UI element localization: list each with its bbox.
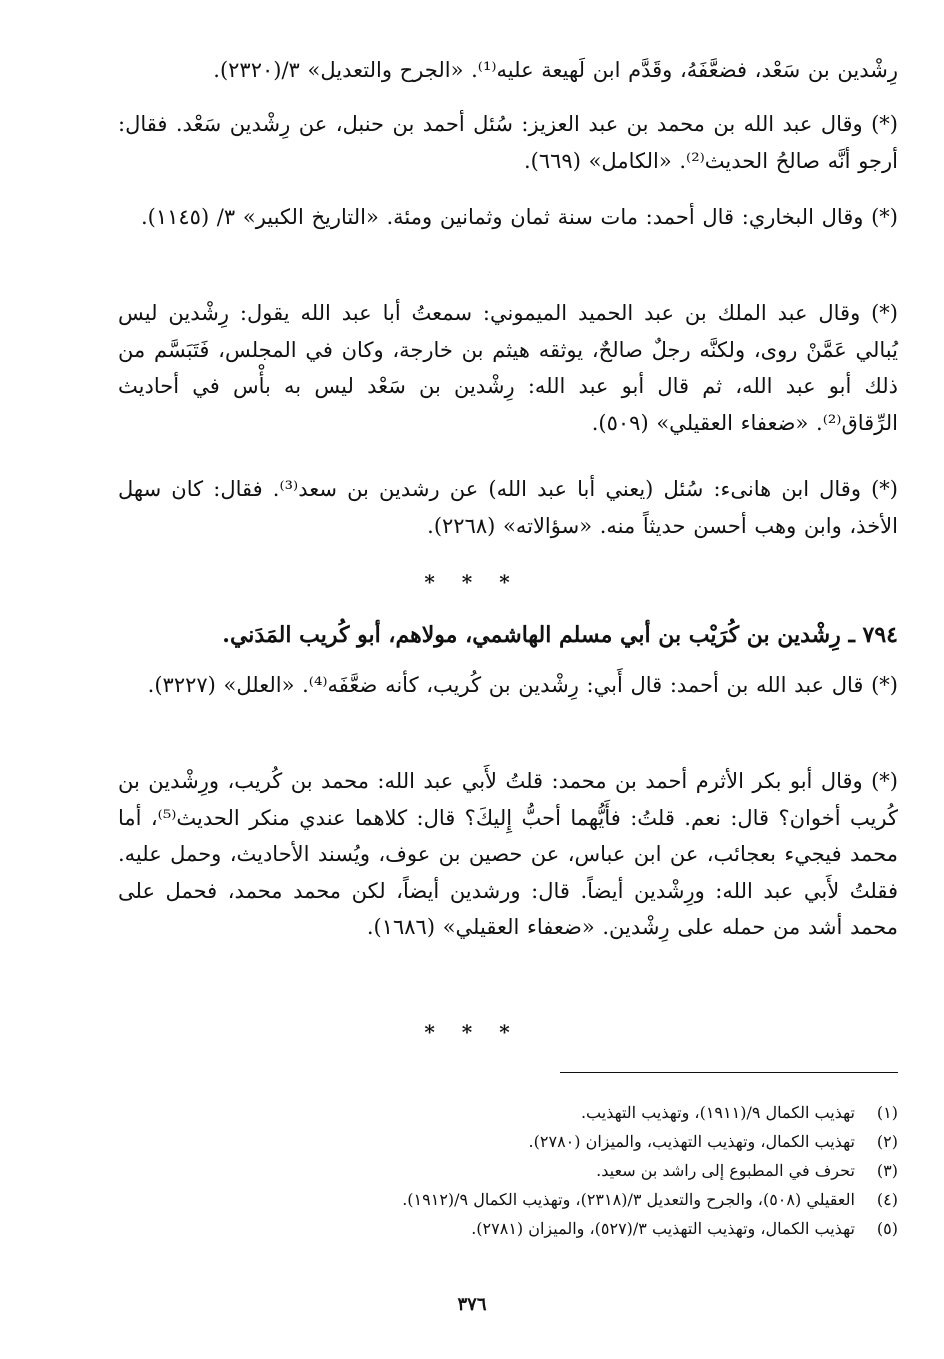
footnote-divider — [560, 1072, 898, 1073]
paragraph: (*) وقال عبد الله بن محمد بن عبد العزيز: سُئل أحمد بن حنبل، عن رِشْدين سَعْد. فقال: أرجو أنَّه صالحُ الحديث⁽²⁾. «الكامل» (٦٦٩). — [118, 112, 898, 173]
paragraph: (*) وقال ابن هانىء: سُئل (يعني أبا عبد الله) عن رشدين بن سعد⁽³⁾. فقال: كان سهل الأخذ، وابن وهب أحسن حديثاً منه. «سؤالاته» (٢٢٦٨). — [118, 477, 898, 538]
paragraph-3 — [118, 199, 898, 236]
page-number: ٣٧٦ — [457, 1294, 487, 1315]
section-separator: * * * — [424, 570, 520, 594]
section-separator-2: * * * — [424, 1020, 520, 1044]
footnote-4 — [118, 1185, 898, 1214]
entry-paragraph-2 — [118, 763, 898, 946]
footnote-5 — [118, 1214, 898, 1243]
paragraph: (*) قال عبد الله بن أحمد: قال أَبي: رِشْدين بن كُريب، كأنه ضعَّفَه⁽⁴⁾. «العلل» (٣٢٢٧). — [147, 673, 898, 697]
footnotes — [118, 1098, 898, 1243]
paragraph-2 — [118, 106, 898, 179]
paragraph: (*) وقال أبو بكر الأثرم أحمد بن محمد: قلتُ لأَبي عبد الله: محمد بن كُريب، ورِشْدين بن كُريب أخوان؟ قال: نعم. قلتُ: فأَيُّهما أحبُّ إِليكَ؟ قال: كلاهما عندي منكر الحديث⁽⁵⁾، أما محمد فيجيء بعجائب، عن ابن عباس، عن حصين بن عوف، ويُسند الأحاديث، وحمل عليه. فقلتُ لأَبي عبد الله: ورِشْدين أيضاً. قال: ورشدين أيضاً، لكن محمد محمد، فحمل على محمد أشد من حمله على رِشْدين. «ضعفاء العقيلي» (١٦٨٦). — [118, 769, 899, 939]
footnote-text: تهذيب الكمال، وتهذيب التهذيب، والميزان (٢٧٨٠). — [528, 1132, 855, 1151]
entry-paragraph-1 — [118, 667, 898, 704]
footnote-number: (١) — [876, 1103, 898, 1122]
paragraph: رِشْدين بن سَعْد، فضعَّفَهُ، وقَدَّم ابن لَهيعة عليه⁽¹⁾. «الجرح والتعديل» ٣/(٢٣٢٠). — [213, 58, 898, 82]
footnote-number: (٢) — [876, 1132, 898, 1151]
paragraph-4 — [118, 295, 898, 441]
footnote-number: (٥) — [876, 1219, 898, 1238]
entry-heading: ٧٩٤ ـ رِشْدين بن كُرَيْب بن أبي مسلم الهاشمي، مولاهم، أبو كُريب المَدَني. — [222, 622, 898, 648]
footnote-text: العقيلي (٥٠٨)، والجرح والتعديل ٣/(٢٣١٨)، وتهذيب الكمال ٩/(١٩١٢). — [402, 1190, 855, 1209]
paragraph: (*) وقال عبد الملك بن عبد الحميد الميموني: سمعتُ أبا عبد الله يقول: رِشْدين ليس يُبالي عَمَّنْ روى، ولكنَّه رجلٌ صالحٌ، يوثقه هيثم بن خارجة، وكان في المجلس، فَتَبَسَّم من ذلك أبو عبد الله، ثم قال أبو عبد الله: رِشْدين بن سَعْد ليس به بأْس في أحاديث الرِّقاق⁽²⁾. «ضعفاء العقيلي» (٥٠٩). — [118, 301, 898, 435]
footnote-2 — [118, 1127, 898, 1156]
footnote-3 — [118, 1156, 898, 1185]
footnote-number: (٤) — [876, 1190, 898, 1209]
footnote-text: تهذيب الكمال ٩/(١٩١١)، وتهذيب التهذيب. — [580, 1103, 855, 1122]
footnote-text: تهذيب الكمال، وتهذيب التهذيب ٣/(٥٢٧)، والميزان (٢٧٨١). — [471, 1219, 855, 1238]
footnote-text: تحرف في المطبوع إلى راشد بن سعيد. — [596, 1161, 855, 1180]
footnote-1 — [118, 1098, 898, 1127]
footnote-number: (٣) — [876, 1161, 898, 1180]
paragraph-continuation — [118, 52, 898, 89]
paragraph: (*) وقال البخاري: قال أحمد: مات سنة ثمان وثمانين ومئة. «التاريخ الكبير» ٣/ (١١٤٥). — [140, 205, 898, 229]
paragraph-5 — [118, 471, 898, 544]
